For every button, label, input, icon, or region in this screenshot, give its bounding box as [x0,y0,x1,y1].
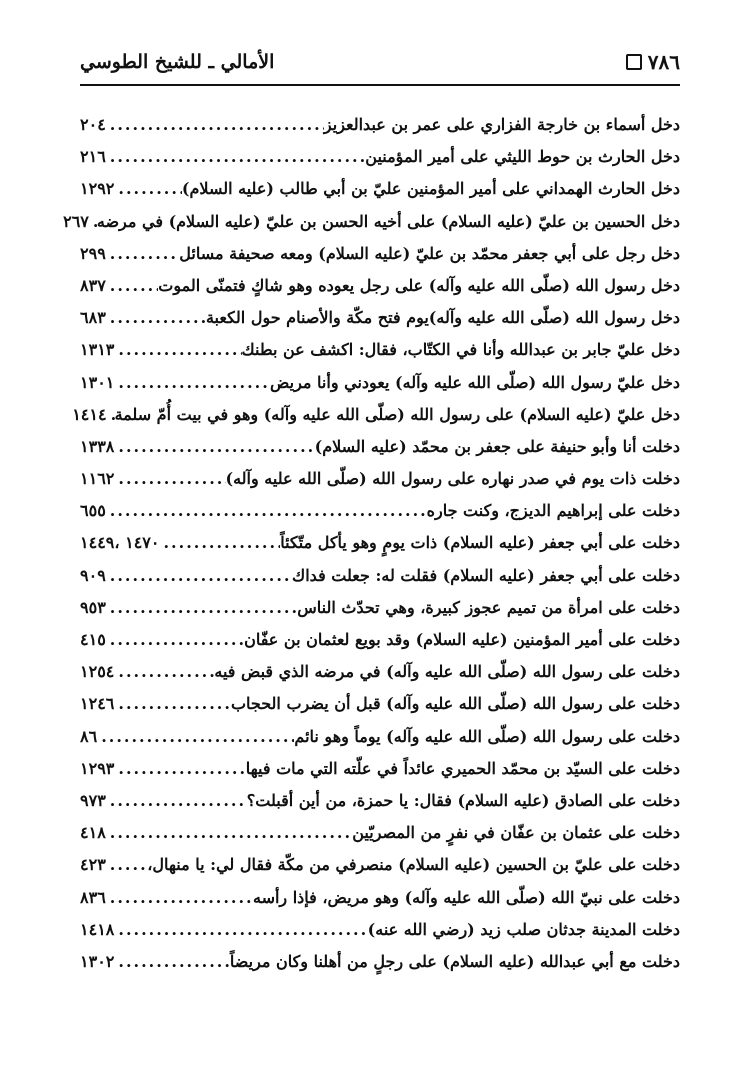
dot-leader [114,662,214,681]
entry-pages: ٢٠٤ [80,115,106,134]
index-entry [63,211,680,244]
dot-leader [114,340,241,359]
dot-leader [106,598,297,617]
dot-leader [114,179,182,198]
index-entry [80,501,680,533]
page-number: ٧٨٦ [647,50,680,74]
dot-leader [114,469,225,488]
entry-text: دخلت على إبراهيم الديزج، وكنت جاره [426,501,680,521]
entry-text: دخل الحارث بن حوط الليثي على أمير المؤمنين [365,147,680,167]
dot-leader [106,308,206,327]
entry-pages: ١٢٥٤ [80,662,115,682]
entry-text: دخلت على رسول الله (صلّى الله عليه وآله) يوماً وهو نائم [294,726,680,746]
index-entry [80,952,680,984]
dot-leader [114,759,245,778]
dot-leader [89,212,97,231]
page-number-group [626,50,680,74]
index-entry [80,276,680,308]
index-entry [80,630,680,662]
entry-pages: ١٣٠٢ [80,951,115,971]
entry-pages: ٨٣٧ [80,275,106,295]
entry-text: دخلت على رسول الله (صلّى الله عليه وآله) قبل أن يضرب الحجاب [230,694,680,714]
entry-text: دخلت على رسول الله (صلّى الله عليه وآله) في مرضه الذي قبض فيه [214,662,680,682]
dot-leader [106,888,253,907]
entry-pages: ١٤٧٠ ،١٤٤٩ [80,533,160,553]
dot-leader [114,437,314,456]
entry-text: دخلت أنا وأبو حنيفة على جعفر بن محمّد (عليه السلام) [314,436,680,456]
dot-leader [106,823,352,842]
dot-leader [106,115,324,134]
index-entry [80,340,680,372]
index-entry [80,791,680,823]
dot-leader [106,244,179,263]
entry-pages: ٢٩٩ [80,243,106,263]
entry-pages: ١٤١٨ [80,919,115,939]
entry-pages: ٨٦ [80,726,98,746]
index-entry [80,469,680,501]
index-entry [80,759,680,791]
dot-leader [106,855,147,874]
entry-text: دخل عليّ رسول الله (صلّى الله عليه وآله) يعودني وأنا مريض [270,372,680,392]
index-entry [80,823,680,855]
entry-text: دخل أسماء بن خارجة الفزاري على عمر بن عبدالعزيز [323,115,680,134]
dot-leader [114,952,229,971]
index-entry [80,179,680,211]
entry-pages: ٢٦٧ [63,211,89,231]
entry-pages: ١١٦٢ [80,469,115,489]
dot-leader [106,791,247,810]
entry-pages: ١٤١٤ [72,404,107,424]
entry-text: دخل الحسين بن عليّ (عليه السلام) على أخيه الحسن بن عليّ (عليه السلام) في مرضه [96,211,680,231]
entry-pages: ٤١٥ [80,630,106,649]
index-entry [80,566,680,598]
running-title: الأمالي ـ للشيخ الطوسي [80,51,275,73]
entry-pages: ٩٧٣ [80,790,106,810]
index-entry [80,244,680,276]
index-entry [80,115,680,147]
index-entry [80,920,680,952]
entry-pages: ٤٢٣ [80,855,106,875]
index-entry [80,533,680,565]
entry-text: دخلت على عثمان بن عفّان في نفرٍ من المصريّين [352,823,680,843]
index-entry [80,308,680,340]
entry-text: دخلت على أمير المؤمنين (عليه السلام) وقد بويع لعثمان بن عفّان [244,630,680,649]
entry-text: دخلت على أبي جعفر (عليه السلام) ذات يومٍ وهو يأكل متّكئاً [280,533,680,553]
dot-leader [114,694,231,713]
index-entry [80,694,680,726]
entry-text: دخلت على نبيّ الله (صلّى الله عليه وآله) وهو مريض، فإذا رأسه [252,887,680,907]
dot-leader [106,501,427,520]
entry-pages: ١٣١٣ [80,340,115,360]
entry-text: دخلت ذات يوم في صدر نهاره على رسول الله (صلّى الله عليه وآله) [225,469,680,489]
dot-leader [97,727,294,746]
entry-pages: ٨٣٦ [80,887,106,907]
index-entry [72,404,680,437]
dot-leader [114,920,367,939]
entry-text: دخل عليّ جابر بن عبدالله وأنا في الكتّاب، فقال: اكشف عن بطنك [241,340,680,360]
entry-text: دخل عليّ (عليه السلام) على رسول الله (صلّى الله عليه وآله) وهو في بيت أُمّ سلمة [114,404,680,424]
page-header [80,44,680,80]
index-entries [63,115,680,984]
index-entry [80,437,680,469]
entry-pages: ٢١٦ [80,147,106,167]
entry-text: دخلت على أبي جعفر (عليه السلام) فقلت له: جعلت فداك [292,565,680,585]
entry-pages: ١٣٣٨ [80,436,115,456]
dot-leader [107,405,115,424]
entry-pages: ٤١٨ [80,823,106,843]
index-entry [80,373,680,405]
index-entry [80,888,680,920]
entry-pages: ٩٠٩ [80,565,106,585]
entry-pages: ١٢٤٦ [80,694,115,714]
entry-text: دخل رجل على أبي جعفر محمّد بن عليّ (عليه السلام) ومعه صحيفة مسائل [179,243,680,263]
dot-leader [106,566,292,585]
entry-text: دخل رسول الله (صلّى الله عليه وآله)يوم فتح مكّة والأصنام حول الكعبة [205,308,680,328]
entry-pages: ٦٥٥ [80,501,106,521]
entry-text: دخلت على عليّ بن الحسين (عليه السلام) منصرفي من مكّة فقال لي: يا منهال، [147,855,680,875]
index-entry [80,662,680,694]
entry-pages: ١٢٩٢ [80,179,115,199]
entry-text: دخلت على السيّد بن محمّد الحميري عائداً في علّته التي مات فيها [245,758,680,778]
dot-leader [106,276,158,295]
dot-leader [106,630,244,649]
entry-pages: ٩٥٣ [80,597,106,617]
index-entry [80,598,680,630]
entry-text: دخلت على امرأة من تميم عجوز كبيرة، وهي تحدّث الناس [297,597,680,617]
index-entry [80,727,680,759]
entry-pages: ١٣٠١ [80,372,115,392]
entry-pages: ١٢٩٣ [80,758,115,778]
dot-leader [106,147,365,166]
dot-leader [159,533,280,552]
entry-text: دخلت مع أبي عبدالله (عليه السلام) على رجلٍ من أهلنا وكان مريضاً [229,951,680,971]
square-box-icon [626,54,642,70]
entry-text: دخل رسول الله (صلّى الله عليه وآله) على رجل يعوده وهو شاكٍ فتمنّى الموت [158,275,680,295]
dot-leader [114,373,270,392]
header-rule [80,84,680,86]
entry-text: دخلت المدينة جدثان صلب زيد (رضي الله عنه) [367,919,680,939]
entry-text: دخل الحارث الهمداني على أمير المؤمنين عليّ بن أبي طالب (عليه السلام) [181,179,680,199]
index-entry [80,147,680,179]
index-entry [80,855,680,887]
entry-pages: ٦٨٣ [80,308,106,328]
entry-text: دخلت على الصادق (عليه السلام) فقال: يا حمزة، من أين أقبلت؟ [246,790,680,810]
